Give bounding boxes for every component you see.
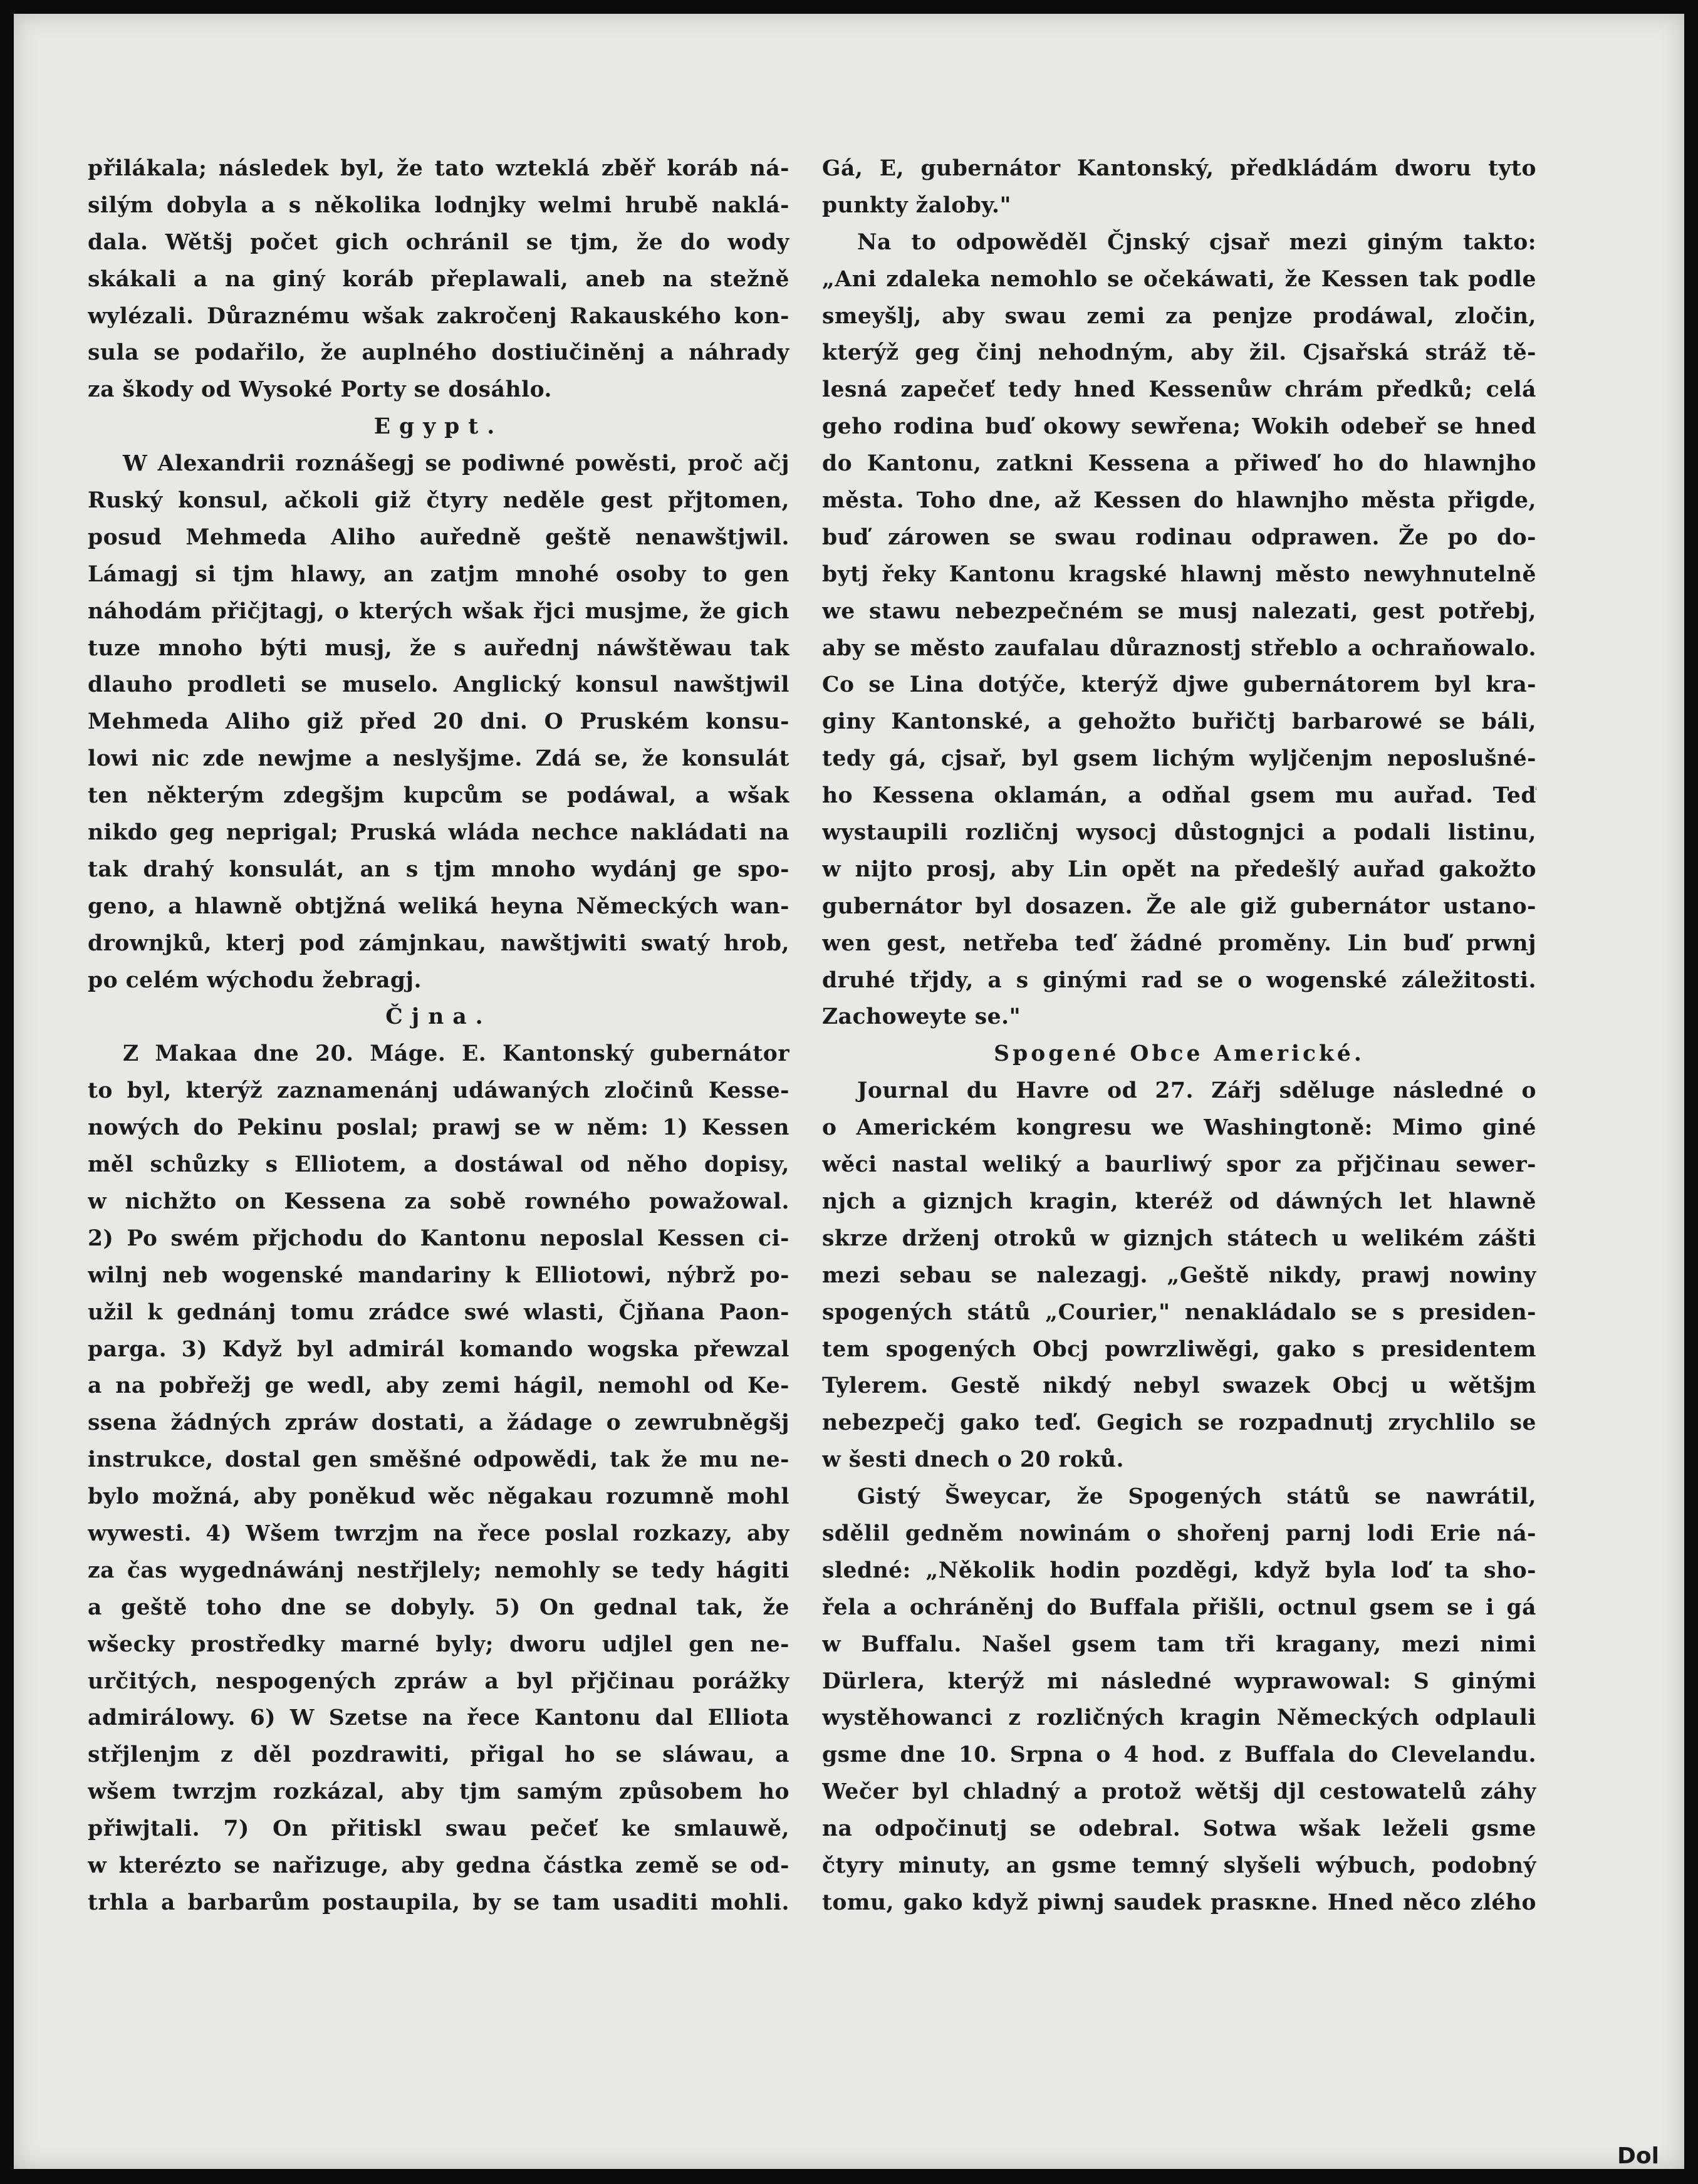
right-text-line: řela a ochráněnj do Buffala přišli, octnul gsem se i gá bbox=[822, 1594, 1536, 1620]
section-heading: Spogené Obce Americké. bbox=[994, 1041, 1365, 1067]
left-text-line: náhodám přičjtagj, o kterých wšak řjci musjme, že gich bbox=[88, 598, 789, 624]
left-text-line: instrukce, dostal gen směšné odpowědi, tak že mu ne- bbox=[88, 1447, 789, 1473]
left-text-line: přilákala; následek byl, že tato wzteklá zběř koráb ná- bbox=[88, 156, 789, 181]
left-text-line: silým dobyla a s několika lodnjky welmi hrubě naklá- bbox=[88, 192, 789, 218]
right-text-line: Journal du Havre od 27. Zářj sděluge následné o bbox=[857, 1078, 1536, 1104]
right-text-line: gubernátor byl dosazen. Že ale giž gubernátor ustano- bbox=[822, 893, 1536, 919]
left-text-line: w kterézto se nařizuge, aby gedna částka země se od- bbox=[88, 1853, 789, 1878]
right-text-line: kterýž geg činj nehodným, aby žil. Cjsařská stráž tě- bbox=[822, 340, 1536, 366]
right-text-line: města. Toho dne, až Kessen do hlawnjho města přigde, bbox=[822, 488, 1536, 514]
left-text-line: skákali a na giný koráb přeplawali, aneb na stežně bbox=[88, 266, 789, 292]
right-text-line: aby se město zaufalau důraznostj střeblo a ochraňowalo. bbox=[822, 635, 1536, 661]
right-text-line: sdělil gedněm nowinám o shořenj parnj lodi Erie ná- bbox=[822, 1521, 1536, 1546]
right-text-line: giny Kantonské, a gehožto buřičtj barbarowé se báli, bbox=[822, 709, 1536, 735]
left-text-line: trhla a barbarům postaupila, by se tam usaditi mohli. bbox=[88, 1890, 789, 1915]
right-text-line: Co se Lina dotýče, kterýž djwe gubernátorem byl kra- bbox=[822, 672, 1536, 698]
left-text-line: wylézali. Důraznému wšak zakročenj Rakauského kon- bbox=[88, 303, 789, 329]
right-text-line: o Americkém kongresu we Washingtoně: Mimo giné bbox=[822, 1115, 1536, 1141]
right-text-line: Dürlera, kterýž mi následné wyprawowal: S ginými bbox=[822, 1668, 1536, 1694]
left-text-line: po celém wýchodu žebragj. bbox=[88, 967, 422, 993]
left-text-line: sula se podařilo, že auplného dostiučiněnj a náhrady bbox=[88, 340, 789, 366]
right-text-line: buď zárowen se swau rodinau odprawen. Že po do- bbox=[822, 524, 1536, 550]
right-text-line: mezi sebau se nalezagj. „Geště nikdy, prawj nowiny bbox=[822, 1262, 1536, 1288]
left-text-line: tuze mnoho býti musj, že s auřednj náwštěwau tak bbox=[88, 635, 789, 661]
corner-mark: Dol bbox=[1617, 2143, 1659, 2169]
left-column bbox=[88, 150, 789, 1921]
right-text-line: Na to odpowěděl Čjnský cjsař mezi giným takto: bbox=[857, 229, 1536, 255]
left-text-line: wšem twrzjm rozkázal, aby tjm samým způsobem ho bbox=[88, 1779, 789, 1805]
right-text-line: punkty žaloby." bbox=[822, 192, 1011, 218]
section-heading: Egypt. bbox=[373, 414, 504, 440]
left-text-line: přiwjtali. 7) On přitiskl swau pečeť ke smlauwě, bbox=[88, 1816, 789, 1842]
left-text-line: wywesti. 4) Wšem twrzjm na řece poslal rozkazy, aby bbox=[88, 1521, 789, 1546]
right-text-line: tem spogených Obcj powrzliwěgi, gako s presidentem bbox=[822, 1336, 1536, 1362]
left-text-line: w nichžto on Kessena za sobě rowného powažowal. bbox=[88, 1188, 789, 1214]
section-heading: Čjna. bbox=[385, 1004, 492, 1030]
right-text-line: tomu, gako když piwnj saudek prasкne. Hned něco zlého bbox=[822, 1890, 1536, 1915]
right-text-line: „Ani zdaleka nemohlo se očekáwati, že Kessen tak podle bbox=[822, 266, 1536, 292]
left-text-line: nikdo geg neprigal; Pruská wláda nechce nakládati na bbox=[88, 820, 789, 846]
left-text-line: posud Mehmeda Aliho auředně geště nenawštjwil. bbox=[88, 524, 789, 550]
right-text-line: smeyšlj, aby swau zemi za penjze prodáwal, zločin, bbox=[822, 303, 1536, 329]
right-text-line: druhé třjdy, a s ginými rad se o wogenské záležitosti. bbox=[822, 967, 1536, 993]
left-text-line: admirálowy. 6) W Szetse na řece Kantonu dal Elliota bbox=[88, 1705, 789, 1731]
right-text-line: wen gest, netřeba teď žádné proměny. Lin buď prwnj bbox=[822, 930, 1536, 956]
right-text-line: w nijto prosj, aby Lin opět na předešlý auřad gakožto bbox=[822, 856, 1536, 882]
left-text-line: ten některým zdegšjm kupcům se podáwal, a wšak bbox=[88, 783, 789, 809]
right-text-line: tedy gá, cjsař, byl gsem lichým wyljčenjm neposlušné- bbox=[822, 746, 1536, 772]
left-text-line: Z Makaa dne 20. Máge. E. Kantonský gubernátor bbox=[123, 1041, 789, 1067]
right-text-line: njch a giznjch kragin, kteréž od dáwných let hlawně bbox=[822, 1188, 1536, 1214]
bottom-edge bbox=[0, 2173, 1698, 2184]
right-text-line: Tylerem. Gestě nikdý nebyl swazek Obcj u wětšjm bbox=[822, 1373, 1536, 1399]
right-text-line: w šesti dnech o 20 roků. bbox=[822, 1447, 1125, 1473]
left-text-line: určitých, nespogených zpráw a byl přjčinau porážky bbox=[88, 1668, 789, 1694]
left-text-line: lowi nic zde newjme a neslyšjme. Zdá se, že konsulát bbox=[88, 746, 789, 772]
left-text-line: dala. Wětšj počet gich ochránil se tjm, že do wody bbox=[88, 229, 789, 255]
right-text-line: bytj řeky Kantonu kragské hlawnj město newyhnutelně bbox=[822, 561, 1536, 587]
left-text-line: W Alexandrii roznášegj se podiwné powěsti, proč ačj bbox=[123, 451, 789, 477]
left-text-line: wilnj neb wogenské mandariny k Elliotowi, nýbrž po- bbox=[88, 1262, 789, 1288]
right-text-line: wěci nastal weliký a baurliwý spor za přjčinau sewer- bbox=[822, 1152, 1536, 1178]
right-text-line: ho Kessena oklamán, a odňal gsem mu auřad. Teď bbox=[822, 783, 1536, 809]
right-text-line: spogených států „Courier," nenakládalo se s presiden- bbox=[822, 1299, 1536, 1325]
right-text-line: we stawu nebezpečném se musj nalezati, gest potřebj, bbox=[822, 598, 1536, 624]
right-text-line: Gá, E, gubernátor Kantonský, předkládám dworu tyto bbox=[822, 156, 1536, 181]
left-text-line: Ruský konsul, ačkoli giž čtyry neděle gest přjtomen, bbox=[88, 488, 789, 514]
left-text-line: ssena žádných zpráw dostati, a žádage o zewrubněgšj bbox=[88, 1410, 789, 1436]
right-text-line: skrze drženj otroků w giznjch státech u welikém zášti bbox=[822, 1225, 1536, 1251]
left-text-line: wšecky prostředky marné byly; dworu udjlel gen ne- bbox=[88, 1631, 789, 1657]
left-text-line: 2) Po swém přjchodu do Kantonu neposlal Kessen ci- bbox=[88, 1225, 789, 1251]
left-text-line: dlauho prodleti se muselo. Anglický konsul nawštjwil bbox=[88, 672, 789, 698]
right-text-line: na odpočinutj se odebral. Sotwa wšak leželi gsme bbox=[822, 1816, 1536, 1842]
right-text-line: Zachoweyte se." bbox=[822, 1004, 1021, 1030]
right-column bbox=[822, 150, 1536, 1921]
left-text-line: geno, a hlawně obtjžná weliká heyna Německých wan- bbox=[88, 893, 789, 919]
left-text-line: střjlenjm z děl pozdrawiti, přigal ho se sláwau, a bbox=[88, 1742, 789, 1768]
left-text-line: tak drahý konsulát, an s tjm mnoho wydánj ge spo- bbox=[88, 856, 789, 882]
left-text-line: za škody od Wysoké Porty se dosáhlo. bbox=[88, 377, 553, 403]
right-text-line: do Kantonu, zatkni Kessena a přiweď ho do hlawnjho bbox=[822, 451, 1536, 477]
right-text-line: wystaupili rozličnj wysocj důstognjci a podali listinu, bbox=[822, 820, 1536, 846]
right-text-line: wystěhowanci z rozličných kragin Německých odplauli bbox=[822, 1705, 1536, 1731]
left-text-line: a geště toho dne se dobyly. 5) On gednal tak, že bbox=[88, 1594, 789, 1620]
right-text-line: Gistý Šweycar, že Spogených států se nawrátil, bbox=[857, 1484, 1536, 1510]
right-text-line: nebezpečj gako teď. Gegich se rozpadnutj zrychlilo se bbox=[822, 1410, 1536, 1436]
right-text-line: geho rodina buď okowy sewřena; Wokih odebeř se hned bbox=[822, 414, 1536, 440]
right-text-line: gsme dne 10. Srpna o 4 hod. z Buffala do Clevelandu. bbox=[822, 1742, 1536, 1768]
left-text-line: měl schůzky s Elliotem, a dostáwal od něho dopisy, bbox=[88, 1152, 789, 1178]
left-text-line: nowých do Pekinu poslal; prawj se w něm: 1) Kessen bbox=[88, 1115, 789, 1141]
left-text-line: Lámagj si tjm hlawy, an zatjm mnohé osoby to gen bbox=[88, 561, 789, 587]
left-text-line: Mehmeda Aliho giž před 20 dni. O Pruském konsu- bbox=[88, 709, 789, 735]
left-text-line: drownjků, kterj pod zámjnkau, nawštjwiti swatý hrob, bbox=[88, 930, 789, 956]
left-text-line: bylo možná, aby poněkud wěc něgakau rozumně mohl bbox=[88, 1484, 789, 1510]
right-text-line: Wečer byl chladný a protož wětšj djl cestowatelů záhy bbox=[822, 1779, 1536, 1805]
right-text-line: w Buffalu. Našel gsem tam tři kragany, mezi nimi bbox=[822, 1631, 1536, 1657]
newspaper-page bbox=[14, 14, 1684, 2169]
right-text-line: čtyry minuty, an gsme temný slyšeli wýbuch, podobný bbox=[822, 1853, 1536, 1878]
left-text-line: a na pobřežj ge wedl, aby zemi hágil, nemohl od Ke- bbox=[88, 1373, 789, 1399]
left-text-line: za čas wygednáwánj nestřjlely; nemohly se tedy hágiti bbox=[88, 1557, 789, 1583]
right-text-line: sledné: „Několik hodin pozděgi, když byla loď ta sho- bbox=[822, 1557, 1536, 1583]
right-text-line: lesná zapečeť tedy hned Kessenůw chrám předků; celá bbox=[822, 377, 1536, 403]
left-text-line: parga. 3) Když byl admirál komando wogska přewzal bbox=[88, 1336, 789, 1362]
left-text-line: užil k gednánj tomu zrádce swé wlasti, Čjňana Paon- bbox=[88, 1299, 789, 1325]
left-text-line: to byl, kterýž zaznamenánj udáwaných zločinů Kesse- bbox=[88, 1078, 789, 1104]
